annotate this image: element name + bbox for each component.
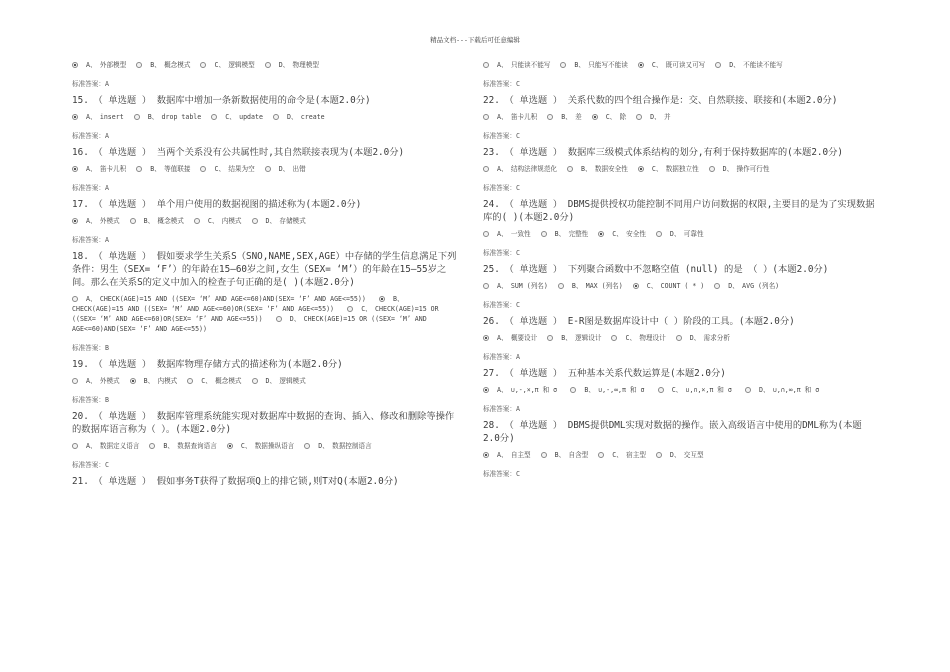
option-label: C、 物理设计 <box>625 334 666 342</box>
radio-button[interactable] <box>656 231 662 237</box>
option-item[interactable] <box>72 216 120 226</box>
option-item[interactable] <box>187 376 241 386</box>
radio-button[interactable] <box>567 166 573 172</box>
option-label: D、 数据控制语言 <box>318 442 372 450</box>
option-label: B、 MAX (列名) <box>571 282 623 290</box>
answer-line: 标准答案：A <box>483 353 520 361</box>
option-item[interactable] <box>136 164 190 174</box>
option-item[interactable] <box>200 60 254 70</box>
option-list <box>72 376 457 386</box>
question-text: 19. （ 单选题 ） 数据库物理存储方式的描述称为(本题2.0分) <box>72 359 343 370</box>
option-label: A、 只能读不能写 <box>497 61 551 69</box>
radio-button[interactable] <box>211 114 217 120</box>
option-label: D、 AVG (列名) <box>728 282 780 290</box>
option-label: C、 CHECK(AGE)=15 OR ((SEX= ‘M’ AND AGE<=60)OR(SEX= ‘F’ AND AGE<=55)) <box>72 305 439 323</box>
question-block <box>72 94 457 141</box>
option-item[interactable] <box>656 450 704 460</box>
radio-button[interactable] <box>72 114 78 120</box>
radio-button[interactable] <box>72 62 78 68</box>
answer-line: 标准答案：C <box>483 184 520 192</box>
radio-button[interactable] <box>745 387 751 393</box>
answer-line: 标准答案：A <box>483 405 520 413</box>
option-label: A、 自主型 <box>497 451 531 459</box>
option-item[interactable] <box>483 112 537 122</box>
option-label: A、 笛卡儿积 <box>86 165 127 173</box>
option-item[interactable] <box>598 450 646 460</box>
radio-button[interactable] <box>194 218 200 224</box>
radio-button[interactable] <box>558 283 564 289</box>
radio-button[interactable] <box>658 387 664 393</box>
option-item[interactable] <box>715 60 782 70</box>
option-label: C、 逻辑模型 <box>214 61 255 69</box>
radio-button[interactable] <box>638 62 644 68</box>
answer-line: 标准答案：B <box>72 396 109 404</box>
option-item[interactable] <box>633 281 705 291</box>
answer-line: 标准答案：A <box>72 132 109 140</box>
option-item[interactable] <box>570 386 657 394</box>
right-column <box>483 60 878 479</box>
option-label: C、 内模式 <box>207 217 242 225</box>
answer-line: 标准答案：C <box>72 461 109 469</box>
question-block <box>483 367 878 414</box>
option-item[interactable] <box>636 112 670 122</box>
option-list <box>72 112 457 122</box>
option-item[interactable] <box>709 164 770 174</box>
page-header: 精品文档---下载后可任意编辑 <box>430 36 520 44</box>
radio-button[interactable] <box>656 452 662 458</box>
question-block <box>72 198 457 245</box>
question-block <box>72 475 457 488</box>
radio-button[interactable] <box>304 443 310 449</box>
option-list <box>72 216 457 226</box>
option-item[interactable] <box>567 164 628 174</box>
question-block <box>72 250 457 353</box>
radio-button[interactable] <box>483 231 489 237</box>
option-label: C、 COUNT ( * ) <box>646 282 705 290</box>
radio-button[interactable] <box>483 452 489 458</box>
question-text: 16. （ 单选题 ） 当两个关系没有公共属性时,其自然联接表现为(本题2.0分) <box>72 147 405 158</box>
option-label: B、 自含型 <box>554 451 589 459</box>
radio-button[interactable] <box>483 335 489 341</box>
option-item[interactable] <box>656 229 704 239</box>
option-label: C、 数据操纵语言 <box>240 442 295 450</box>
option-item[interactable] <box>560 60 627 70</box>
option-label: A、 笛卡儿积 <box>497 113 538 121</box>
option-item[interactable] <box>598 229 646 239</box>
option-label: A、 外部模型 <box>86 61 127 69</box>
option-item[interactable] <box>72 164 126 174</box>
question-block <box>483 94 878 141</box>
radio-button[interactable] <box>709 166 715 172</box>
option-label: B、 ∪,-,∞,π 和 σ <box>584 386 645 394</box>
option-item[interactable] <box>130 376 178 386</box>
question-text: 24. （ 单选题 ） DBMS提供授权功能控制不同用户访问数据的权限,主要目的是为了实现数据库的( )(本题2.0分) <box>483 199 875 223</box>
radio-button[interactable] <box>379 296 385 302</box>
radio-button[interactable] <box>227 443 233 449</box>
radio-button[interactable] <box>149 443 155 449</box>
option-item[interactable] <box>547 112 581 122</box>
radio-button[interactable] <box>592 114 598 120</box>
radio-button[interactable] <box>276 316 282 322</box>
option-item[interactable] <box>72 376 120 386</box>
option-item[interactable] <box>194 216 242 226</box>
answer-line: 标准答案：C <box>483 132 520 140</box>
radio-button[interactable] <box>560 62 566 68</box>
option-list <box>483 60 878 70</box>
question-text: 23. （ 单选题 ） 数据库三级模式体系结构的划分,有利于保持数据库的(本题2.0分) <box>483 147 844 158</box>
option-label: A、 ∪,-,×,π 和 σ <box>497 386 558 394</box>
option-item[interactable] <box>483 386 570 394</box>
question-text: 26. （ 单选题 ） E-R图是数据库设计中（ ）阶段的工具。(本题2.0分) <box>483 316 795 327</box>
radio-button[interactable] <box>633 283 639 289</box>
option-item[interactable] <box>200 164 254 174</box>
radio-button[interactable] <box>570 387 576 393</box>
option-item[interactable] <box>638 164 699 174</box>
option-list <box>72 60 457 70</box>
radio-button[interactable] <box>72 296 78 302</box>
radio-button[interactable] <box>252 218 258 224</box>
option-label: B、 概念模式 <box>143 217 184 225</box>
option-label: A、 结构法律规范化 <box>497 165 558 173</box>
option-label: D、 可靠性 <box>669 230 704 238</box>
question-text: 27. （ 单选题 ） 五种基本关系代数运算是(本题2.0分) <box>483 368 726 379</box>
left-column <box>72 60 457 488</box>
question-text: 21. （ 单选题 ） 假如事务T获得了数据项Q上的排它锁,则T对Q(本题2.0分) <box>72 476 399 487</box>
option-label: C、 update <box>225 113 263 121</box>
answer-line: 标准答案：C <box>483 301 520 309</box>
question-block <box>483 419 878 479</box>
radio-button[interactable] <box>200 166 206 172</box>
radio-button[interactable] <box>72 443 78 449</box>
radio-button[interactable] <box>541 231 547 237</box>
radio-button[interactable] <box>72 218 78 224</box>
option-item[interactable] <box>638 60 705 70</box>
question-block <box>72 60 457 89</box>
question-block <box>72 358 457 405</box>
option-list <box>483 333 878 343</box>
option-label: C、 除 <box>605 113 627 121</box>
option-label: D、 操作可行性 <box>722 165 770 173</box>
answer-line: 标准答案：C <box>483 249 520 257</box>
option-label: A、 insert <box>86 113 124 121</box>
option-label: C、 宿主型 <box>612 451 646 459</box>
option-list <box>72 164 457 174</box>
radio-button[interactable] <box>136 166 142 172</box>
radio-button[interactable] <box>273 114 279 120</box>
radio-button[interactable] <box>547 335 553 341</box>
option-label: D、 ∪,∩,∞,π 和 σ <box>759 386 820 394</box>
question-text: 28. （ 单选题 ） DBMS提供DML实现对数据的操作。嵌入高级语言中使用的DML称为(本题2.0分) <box>483 420 862 444</box>
option-item[interactable] <box>483 229 531 239</box>
option-item[interactable] <box>541 450 589 460</box>
option-label: B、 CHECK(AGE)=15 AND ((SEX= ‘M’ AND AGE<=60)OR(SEX= ‘F’ AND AGE<=55)) <box>72 295 407 313</box>
question-text: 18. （ 单选题 ） 假如要求学生关系S（SNO,NAME,SEX,AGE）中存储的学生信息满足下列条件：男生（SEX= ‘F’）的年龄在15—60岁之间,女生（SEX= ‘M’）的年龄在15—55岁之间。那么在关系S的定义中加入的检查子句正确的是( )(本题2.0分) <box>72 251 457 288</box>
question-block <box>483 263 878 310</box>
option-label: B、 完整性 <box>554 230 589 238</box>
option-label: C、 数据独立性 <box>651 165 699 173</box>
question-block <box>483 198 878 258</box>
radio-button[interactable] <box>598 452 604 458</box>
option-list <box>483 164 878 174</box>
option-label: D、 存储模式 <box>265 217 306 225</box>
option-item[interactable] <box>134 112 202 122</box>
question-text: 22. （ 单选题 ） 关系代数的四个组合操作是：交、自然联接、联接和(本题2.0分) <box>483 95 838 106</box>
radio-button[interactable] <box>265 166 271 172</box>
option-item[interactable] <box>483 281 548 291</box>
option-label: A、 外模式 <box>86 377 120 385</box>
option-label: B、 只能写不能读 <box>574 61 628 69</box>
radio-button[interactable] <box>483 283 489 289</box>
option-label: D、 并 <box>650 113 671 121</box>
radio-button[interactable] <box>483 62 489 68</box>
option-item[interactable] <box>745 386 832 394</box>
option-list <box>483 450 878 460</box>
option-item[interactable] <box>72 112 124 122</box>
option-item[interactable] <box>211 112 263 122</box>
option-list <box>483 229 878 239</box>
option-list <box>72 441 457 451</box>
radio-button[interactable] <box>187 378 193 384</box>
option-label: B、 概念模式 <box>150 61 191 69</box>
option-label: A、 数据定义语言 <box>86 442 140 450</box>
question-block <box>72 146 457 193</box>
answer-line: 标准答案：C <box>483 80 520 88</box>
option-item[interactable] <box>252 376 306 386</box>
radio-button[interactable] <box>676 335 682 341</box>
option-label: C、 ∪,∩,×,π 和 σ <box>671 386 732 394</box>
option-item[interactable] <box>483 450 531 460</box>
option-label: D、 逻辑模式 <box>265 377 306 385</box>
radio-button[interactable] <box>541 452 547 458</box>
option-item[interactable] <box>227 441 294 451</box>
option-list <box>483 385 878 395</box>
option-label: B、 数据查询语言 <box>163 442 217 450</box>
option-item[interactable] <box>273 112 325 122</box>
option-item[interactable] <box>72 441 139 451</box>
option-item[interactable] <box>130 216 184 226</box>
option-label: B、 drop table <box>147 113 202 121</box>
answer-line: 标准答案：A <box>72 236 109 244</box>
radio-button[interactable] <box>72 378 78 384</box>
option-label: D、 物理模型 <box>278 61 319 69</box>
question-block <box>483 146 878 193</box>
question-block <box>483 315 878 362</box>
option-item[interactable] <box>592 112 626 122</box>
question-text: 15. （ 单选题 ） 数据库中增加一条新数据使用的命令是(本题2.0分) <box>72 95 371 106</box>
radio-button[interactable] <box>636 114 642 120</box>
option-label: D、 create <box>286 113 325 121</box>
option-label: A、 外模式 <box>86 217 120 225</box>
option-label: C、 概念模式 <box>201 377 242 385</box>
question-block <box>72 410 457 470</box>
radio-button[interactable] <box>598 231 604 237</box>
radio-button[interactable] <box>130 378 136 384</box>
option-list <box>483 112 878 122</box>
radio-button[interactable] <box>130 218 136 224</box>
option-list <box>72 294 457 334</box>
option-item[interactable] <box>136 60 190 70</box>
option-label: C、 既可读又可写 <box>651 61 706 69</box>
option-label: B、 逻辑设计 <box>561 334 602 342</box>
option-item[interactable] <box>676 333 730 343</box>
option-item[interactable] <box>714 281 779 291</box>
option-item[interactable] <box>658 386 745 394</box>
radio-button[interactable] <box>134 114 140 120</box>
radio-button[interactable] <box>136 62 142 68</box>
option-item[interactable] <box>72 295 379 303</box>
radio-button[interactable] <box>611 335 617 341</box>
radio-button[interactable] <box>638 166 644 172</box>
option-item[interactable] <box>265 60 319 70</box>
answer-line: 标准答案：A <box>72 80 109 88</box>
option-label: A、 CHECK(AGE)=15 AND ((SEX= ‘M’ AND AGE<=60)AND(SEX= ‘F’ AND AGE<=55)) <box>86 295 366 303</box>
option-label: B、 差 <box>561 113 582 121</box>
option-item[interactable] <box>558 281 623 291</box>
option-label: C、 安全性 <box>612 230 646 238</box>
option-item[interactable] <box>304 441 371 451</box>
radio-button[interactable] <box>483 387 489 393</box>
option-label: A、 一致性 <box>497 230 531 238</box>
option-label: D、 交互型 <box>669 451 704 459</box>
option-item[interactable] <box>265 164 306 174</box>
option-item[interactable] <box>149 441 216 451</box>
option-item[interactable] <box>483 60 550 70</box>
option-label: B、 等值联接 <box>150 165 191 173</box>
radio-button[interactable] <box>265 62 271 68</box>
radio-button[interactable] <box>347 306 353 312</box>
question-text: 20. （ 单选题 ） 数据库管理系统能实现对数据库中数据的查询、插入、修改和删除等操作的数据库语言称为（ ）。(本题2.0分) <box>72 411 455 435</box>
option-item[interactable] <box>483 164 557 174</box>
option-list <box>483 281 878 291</box>
question-text: 17. （ 单选题 ） 单个用户使用的数据视图的描述称为(本题2.0分) <box>72 199 362 210</box>
radio-button[interactable] <box>715 62 721 68</box>
radio-button[interactable] <box>252 378 258 384</box>
radio-button[interactable] <box>72 166 78 172</box>
option-label: D、 CHECK(AGE)=15 OR ((SEX= ‘M’ AND AGE<=60)AND(SEX= ‘F’ AND AGE<=55)) <box>72 315 427 333</box>
option-label: B、 数据安全性 <box>581 165 628 173</box>
option-item[interactable] <box>483 333 537 343</box>
radio-button[interactable] <box>200 62 206 68</box>
option-item[interactable] <box>72 60 126 70</box>
option-item[interactable] <box>252 216 306 226</box>
option-label: B、 内模式 <box>143 377 178 385</box>
option-label: D、 出错 <box>278 165 306 173</box>
option-label: D、 不能读不能写 <box>729 61 783 69</box>
question-block <box>483 60 878 89</box>
option-label: C、 结果为空 <box>214 165 255 173</box>
answer-line: 标准答案：C <box>483 470 520 478</box>
radio-button[interactable] <box>483 114 489 120</box>
option-label: A、 概要设计 <box>497 334 538 342</box>
question-text: 25. （ 单选题 ） 下列聚合函数中不忽略空值 (null) 的是 （ ）(本题2.0分) <box>483 264 829 275</box>
answer-line: 标准答案：A <box>72 184 109 192</box>
answer-line: 标准答案：B <box>72 344 109 352</box>
option-item[interactable] <box>611 333 665 343</box>
radio-button[interactable] <box>547 114 553 120</box>
radio-button[interactable] <box>483 166 489 172</box>
radio-button[interactable] <box>714 283 720 289</box>
option-item[interactable] <box>547 333 601 343</box>
option-item[interactable] <box>541 229 589 239</box>
option-label: D、 需求分析 <box>689 334 730 342</box>
option-label: A、 SUM (列名) <box>497 282 548 290</box>
